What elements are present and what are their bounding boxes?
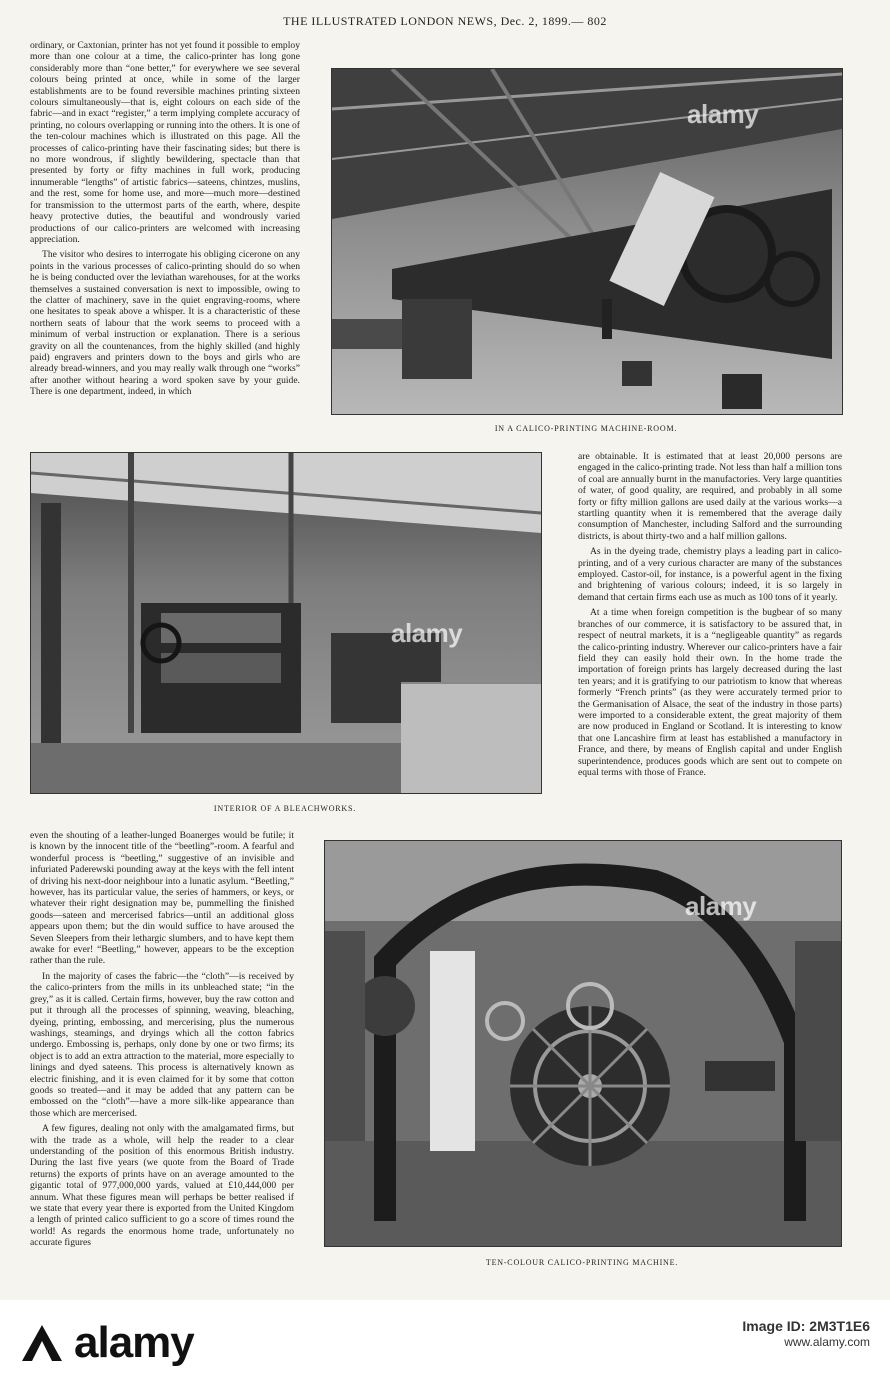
- photo-machine-room: [331, 68, 843, 415]
- photo-bleachworks: [30, 452, 542, 794]
- caption-machine-room: IN A CALICO-PRINTING MACHINE-ROOM.: [494, 424, 678, 433]
- ten-colour-machine-illustration: [325, 841, 841, 1246]
- paragraph: A few figures, dealing not only with the amalgamated firms, but with the trade as a whole, will help the reader to a clear understanding of the position of this enormous British industry. During the last five years (we quote from the Board of Trade returns) the exports of prints have on an average amounted to the gigantic total of 977,000,000 yards, valued at £10,444,000 per annum. What these figures mean will perhaps be better realised if we state that every year there is exported from the United Kingdom a length of printed calico sufficient to go a score of times round the world! As regards the enormous home trade, unfortunately no accurate figures: [30, 1123, 294, 1249]
- watermark: alamy: [685, 891, 757, 921]
- paragraph: In the majority of cases the fabric—the “cloth”—is received by the calico-printers from the mills in its unbleached state; “in the grey,” as it is called. Certain firms, however, buy the raw cotton and put it through all the processes of spinning, weaving, bleaching, dyeing, printing, embossing, and mercerising, plus the numerous washings, steamings, and dryings which all the cotton fabrics undergo. Embossing is, perhaps, only done by one or two firms; its object is to add an extra attraction to the material, more especially to linings and dyed sateens. This process is alternatively known as electric finishing, and it is even claimed for it by some that cotton goods so treated—and it may be added that any pattern can be embossed on the “cloth”—have a more silk-like appearance than those which are mercerised.: [30, 970, 294, 1119]
- paragraph: The visitor who desires to interrogate his obliging cicerone on any points in the various processes of calico-printing should do so when he is being conducted over the leviathan warehouses, for at the works themselves a sustained conversation is next to impossible, owing to the clatter of machinery, save in the quiet engraving-rooms, where one hesitates to speak above a whisper. It is a characteristic of these northern seats of labour that the work seems to proceed with a minimum of verbal instruction or explanation. There is a serious gravity on all the countenances, from the highly skilled (and highly paid) engravers and printers down to the boys and girls who are already bread-winners, and you may really walk through one “works” after another without hearing a word spoken save by your guide. There is one department, indeed, in which: [30, 249, 300, 398]
- photo-ten-colour-machine: [324, 840, 842, 1247]
- text-column-top-left: [30, 40, 300, 420]
- text-column-middle-right: [578, 451, 842, 801]
- bleachworks-illustration: [31, 453, 541, 793]
- text-column-bottom-left: [30, 830, 294, 1282]
- caption-ten-colour-machine: TEN-COLOUR CALICO-PRINTING MACHINE.: [485, 1258, 679, 1267]
- paragraph: even the shouting of a leather-lunged Boanerges would be futile; it is known by the innocent title of the “beetling”-room. A fearful and wonderful process is “beetling,” suggestive of an invisible and infuriated Paderewski pounding away at the keys with the fell intent of driving his next-door neighbour into a lunatic asylum. “Beetling,” however, has its particular value, the series of hammers, or keys, or whatever their right designation may be, pummelling the finished goods—sateen and mercerised fabrics—until an additional gloss appears upon them; but the din would suffice to have aroused the Seven Sleepers from their lethargic slumbers, and to have kept them awake for ever! “Beetling,” however, appears to be the exception rather than the rule.: [30, 830, 294, 967]
- machine-room-illustration: [332, 69, 842, 414]
- watermark: alamy: [391, 618, 463, 648]
- paragraph: ordinary, or Caxtonian, printer has not yet found it possible to employ more than one colour at a time, the calico-printer has long gone considerably more than “one better,” for everywhere we see several colours being printed at once, while in some of the larger establishments are to be found reversible machines printing sixteen colours simultaneously—that is, eight colours on each side of the fabric—and in exact “register,” a term implying complete accuracy of printing, no colours overlapping or running into the others. It is one of the ten-colour machines which is illustrated on this page. All the processes of calico-printing have their fascinating sides; but there is no more wondrous, if slightly bewildering, spectacle than that presented by forty or fifty machines in full work, producing innumerable “lengths” of artistic fabrics—sateens, chintzes, muslins, and the rest, some for home use, and more—much more—destined for transmission to the uttermost parts of the earth, where, despite heavy protective duties, the beautiful and wondrously varied productions of our calico-printers are welcomed with increasing appreciation.: [30, 40, 300, 245]
- watermark: alamy: [687, 99, 759, 129]
- page-header: THE ILLUSTRATED LONDON NEWS, Dec. 2, 1899.— 802: [283, 14, 607, 28]
- image-id: Image ID: 2M3T1E6: [742, 1318, 870, 1334]
- brand-logo[interactable]: [20, 1318, 194, 1368]
- caption-bleachworks: INTERIOR OF A BLEACHWORKS.: [213, 804, 357, 813]
- brand-name: alamy: [74, 1318, 194, 1367]
- stock-info: [742, 1318, 870, 1350]
- site-url[interactable]: www.alamy.com: [784, 1335, 870, 1349]
- alamy-a-icon: [20, 1323, 64, 1363]
- paragraph: As in the dyeing trade, chemistry plays a leading part in calico-printing, and of a very curious character are many of the substances employed. Castor-oil, for instance, is a powerful agent in the fixing and brightening of various colours; indeed, it is so largely in demand that certain firms each use as much as 100 tons of it yearly.: [578, 546, 842, 603]
- paragraph: are obtainable. It is estimated that at least 20,000 persons are engaged in the calico-printing trade. Not less than half a million tons of coal are annually burnt in the manufactories. Very large quantities of water, of good quality, are required, and probably in all some forty or fifty million gallons are used daily at the various works—a startling quantity when it is remembered that the average daily consumption of Manchester, including Salford and the surrounding districts, is about thirty-two and a half million gallons.: [578, 451, 842, 542]
- paragraph: At a time when foreign competition is the bugbear of so many branches of our commerce, it is satisfactory to be assured that, in respect of neutral markets, it is a “negligeable quantity” as regards the calico-printing industry. Wherever our calico-printers have a fair field they can easily hold their own. In the home trade the importation of foreign prints has largely decreased during the last ten years; and it is gratifying to our patriotism to know that whereas formerly “French prints” (as they were accurately termed prior to the Germanisation of Alsace, the seat of the industry in those parts) were imported to a considerable extent, the great majority of them are now produced in England or Scotland. It is interesting to know that one Lancashire firm at least has established a manufactory in France, and there, by means of English capital and under English superintendence, produces goods which are sent out to compete on equal terms with those of France.: [578, 607, 842, 778]
